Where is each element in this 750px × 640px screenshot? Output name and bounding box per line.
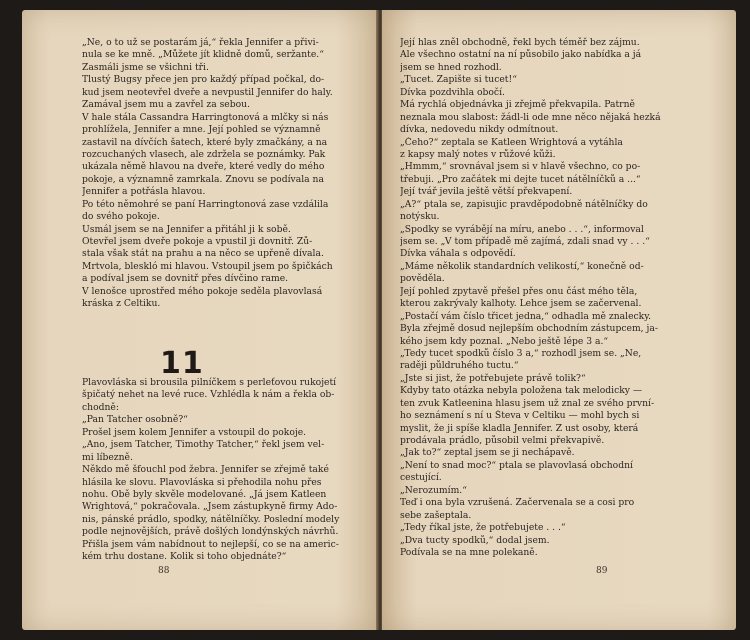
text-line: raději půldruhého tuctu.“ xyxy=(400,360,519,372)
text-line: „Ne, o to už se postarám já,“ řekla Jennifer a přivi- xyxy=(82,37,319,48)
text-line: sebe zašeptala. xyxy=(400,509,472,521)
text-line: zastavil na dívčích šatech, které byly zmačkány, a na xyxy=(82,136,328,148)
text-line: jsem se hned rozhodl. xyxy=(400,61,502,73)
text-line: nula se ke mně. „Můžete jít klidně domů, seržante.“ xyxy=(82,49,324,61)
text-line: stala však stát na prahu a na něco se upřeně dívala. xyxy=(82,248,324,260)
text-line: V hale stála Cassandra Harringtonová a mlčky si nás xyxy=(82,111,329,123)
text-line: jsem se. „V tom případě mě zajímá, zdali snad vy . . .“ xyxy=(400,236,650,247)
text-line: „Tedy tucet spodků číslo 3 a,“ rozhodl jsem se. „Ne, xyxy=(400,347,642,359)
text-line: neznala mou slabost: žádl-li ode mne něco nějaká hezká xyxy=(400,111,661,123)
text-line: Mrtvola, bleskló mi hlavou. Vstoupil jsem po špičkách xyxy=(82,260,333,272)
text-line: nis, pánské prádlo, spodky, nátělníčky. Poslední modely xyxy=(82,513,340,525)
text-line: hlásila ke slovu. Plavovláska si přehodila nohu přes xyxy=(82,476,322,488)
text-line: dívka, nedovedu nikdy odmítnout. xyxy=(400,124,559,136)
text-line: myslit, že ji spíše kladla Jennifer. Z ust osoby, která xyxy=(400,422,639,434)
text-line: pokoje, a významně zamrkala. Znovu se podívala na xyxy=(82,173,324,185)
text-line: „Jste si jist, že potřebujete právě tolik?“ xyxy=(400,372,586,384)
text-line: „Spodky se vyrábějí na míru, anebo . . .“, informoval xyxy=(400,223,644,235)
text-line: kráska z Celtiku. xyxy=(82,298,161,310)
text-line: Wrightová,“ pokračovala. „Jsem zástupkyně firmy Ado- xyxy=(82,501,338,513)
text-line: Usmál jsem se na Jennifer a přitáhl ji k sobě. xyxy=(82,223,291,235)
text-line: „Hmmm,“ srovnával jsem si v hlavě všechno, co po- xyxy=(400,161,641,173)
left-page xyxy=(22,10,378,630)
text-line: ho seznámení s ní u Števa v Celtiku — mohl bych si xyxy=(400,410,640,422)
text-line: Zasmáli jsme se všichni tři. xyxy=(82,61,209,73)
text-line: kud jsem neotevřel dveře a nevpustil Jennifer do haly. xyxy=(82,86,333,98)
text-line: kterou zakrývaly kalhoty. Lehce jsem se začervenal. xyxy=(400,298,642,310)
text-line: „Není to snad moc?“ ptala se plavovlasá obchodní xyxy=(400,459,633,471)
chapter-number: 11 xyxy=(160,346,204,381)
text-line: „Postačí vám číslo třicet jedna,“ odhadla mě znalecky. xyxy=(400,310,652,322)
text-line: Někdo mě šfouchl pod žebra. Jennifer se zřejmě také xyxy=(82,464,329,476)
text-line: Teď i ona byla vzrušená. Začervenala se a cosi pro xyxy=(400,497,635,509)
text-line: Její tvář jevila ještě větší překvapení. xyxy=(400,186,573,198)
page-number-right: 89 xyxy=(596,566,608,576)
text-line: Přišla jsem vám nabídnout to nejlepší, co se na americ- xyxy=(82,538,339,550)
text-line: „Tucet. Zapište si tucet!“ xyxy=(400,74,517,86)
text-line: do svého pokoje. xyxy=(82,211,160,223)
text-line: V lenošce uprostřed mého pokoje seděla plavovlasá xyxy=(82,285,323,297)
text-line: kém trhu dostane. Kolik si toho objednáte?“ xyxy=(82,551,287,563)
text-line: Její hlas zněl obchodně, řekl bych téměř bez zájmu. xyxy=(400,37,640,48)
text-line: Zamával jsem mu a zavřel za sebou. xyxy=(82,99,250,111)
text-line: podle nejnovějších, právě došlých londýnských návrhů. xyxy=(82,526,339,538)
text-line: „Nerozumím.“ xyxy=(400,484,467,496)
right-page-text xyxy=(400,37,700,559)
text-line: prohlížela, Jennifer a mne. Její pohled se významně xyxy=(82,124,321,136)
text-line: Kdyby tato otázka nebyla položena tak melodicky — xyxy=(400,385,643,397)
text-line: kého jsem kdy poznal. „Nebo ještě lépe 3 a.“ xyxy=(400,335,609,347)
text-line: „A?“ ptala se, zapisujic pravděpodobně nátělníčky do xyxy=(400,198,648,210)
right-page xyxy=(382,10,736,630)
text-line: Plavovláska si brousila pilníčkem s perleťovou rukojetí xyxy=(82,377,337,388)
text-line: Dívka váhala s odpovědí. xyxy=(400,248,516,260)
text-line: z kapsy malý notes v růžové kůži. xyxy=(400,148,556,160)
text-line: „Máme několik standardních velikostí,“ konečně od- xyxy=(400,260,644,272)
text-line: chodně: xyxy=(82,401,119,413)
text-line: špičatý nehet na levé ruce. Vzhlédla k nám a řekla ob- xyxy=(82,389,335,401)
text-line: mi líbezně. xyxy=(82,451,133,463)
text-line: a podíval jsem se dovnitř přes dívčino rame. xyxy=(82,273,289,285)
text-line: Dívka pozdvihla obočí. xyxy=(400,86,505,98)
text-line: pověděla. xyxy=(400,273,445,285)
text-line: Jennifer a potřásla hlavou. xyxy=(82,186,206,198)
text-line: Podívala se na mne polekaně. xyxy=(400,546,538,558)
text-line: Prošel jsem kolem Jennifer a vstoupil do pokoje. xyxy=(82,426,307,438)
text-line: Její pohled zpytavě přešel přes onu část mého těla, xyxy=(400,285,638,297)
text-line: prodávala prádlo, působil velmi překvapivě. xyxy=(400,435,605,446)
text-line: notýsku. xyxy=(400,211,440,223)
text-line: Tlustý Bugsy přece jen pro každý případ počkal, do- xyxy=(82,74,325,86)
text-line: „Tedy říkal jste, že potřebujete . . .“ xyxy=(400,522,566,534)
text-line: Ale všechno ostatní na ní působilo jako nabídka a já xyxy=(400,49,642,61)
text-line: „Ano, jsem Tatcher, Timothy Tatcher,“ řekl jsem vel- xyxy=(82,439,325,451)
left-page-text-bottom xyxy=(82,377,360,564)
text-line: cestující. xyxy=(400,472,442,484)
text-line: Po této němohré se paní Harringtonová zase vzdálila xyxy=(82,198,329,210)
text-line: „Čeho?“ zeptala se Katleen Wrightová a vytáhla xyxy=(400,136,623,148)
text-line: ukázala němě hlavou na dveře, které vedly do mého xyxy=(82,161,325,173)
text-line: rozcuchaných vlasech, ale zdržela se poznámky. Pak xyxy=(82,148,326,160)
text-line: „Dva tucty spodků,“ dodal jsem. xyxy=(400,534,550,546)
text-line: ten zvuk Katleenina hlasu jsem už znal ze svého první- xyxy=(400,397,655,409)
text-line: Otevřel jsem dveře pokoje a vpustil ji dovnitř. Zů- xyxy=(82,236,313,247)
text-line: třebuji. „Pro začátek mi dejte tucet nátělníčků a ...“ xyxy=(400,173,641,185)
left-page-text-top xyxy=(82,37,360,311)
text-line: „Pan Tatcher osobně?“ xyxy=(82,414,188,426)
text-line: Má rychlá objednávka ji zřejmě překvapila. Patrně xyxy=(400,99,635,111)
text-line: nohu. Obě byly skvěle modelované. „Já jsem Katleen xyxy=(82,488,327,500)
page-number-left: 88 xyxy=(158,566,170,576)
text-line: Byla zřejmě dosud nejlepším obchodním zástupcem, ja- xyxy=(400,323,658,335)
text-line: „Jak to?“ zeptal jsem se ji nechápavě. xyxy=(400,447,575,459)
